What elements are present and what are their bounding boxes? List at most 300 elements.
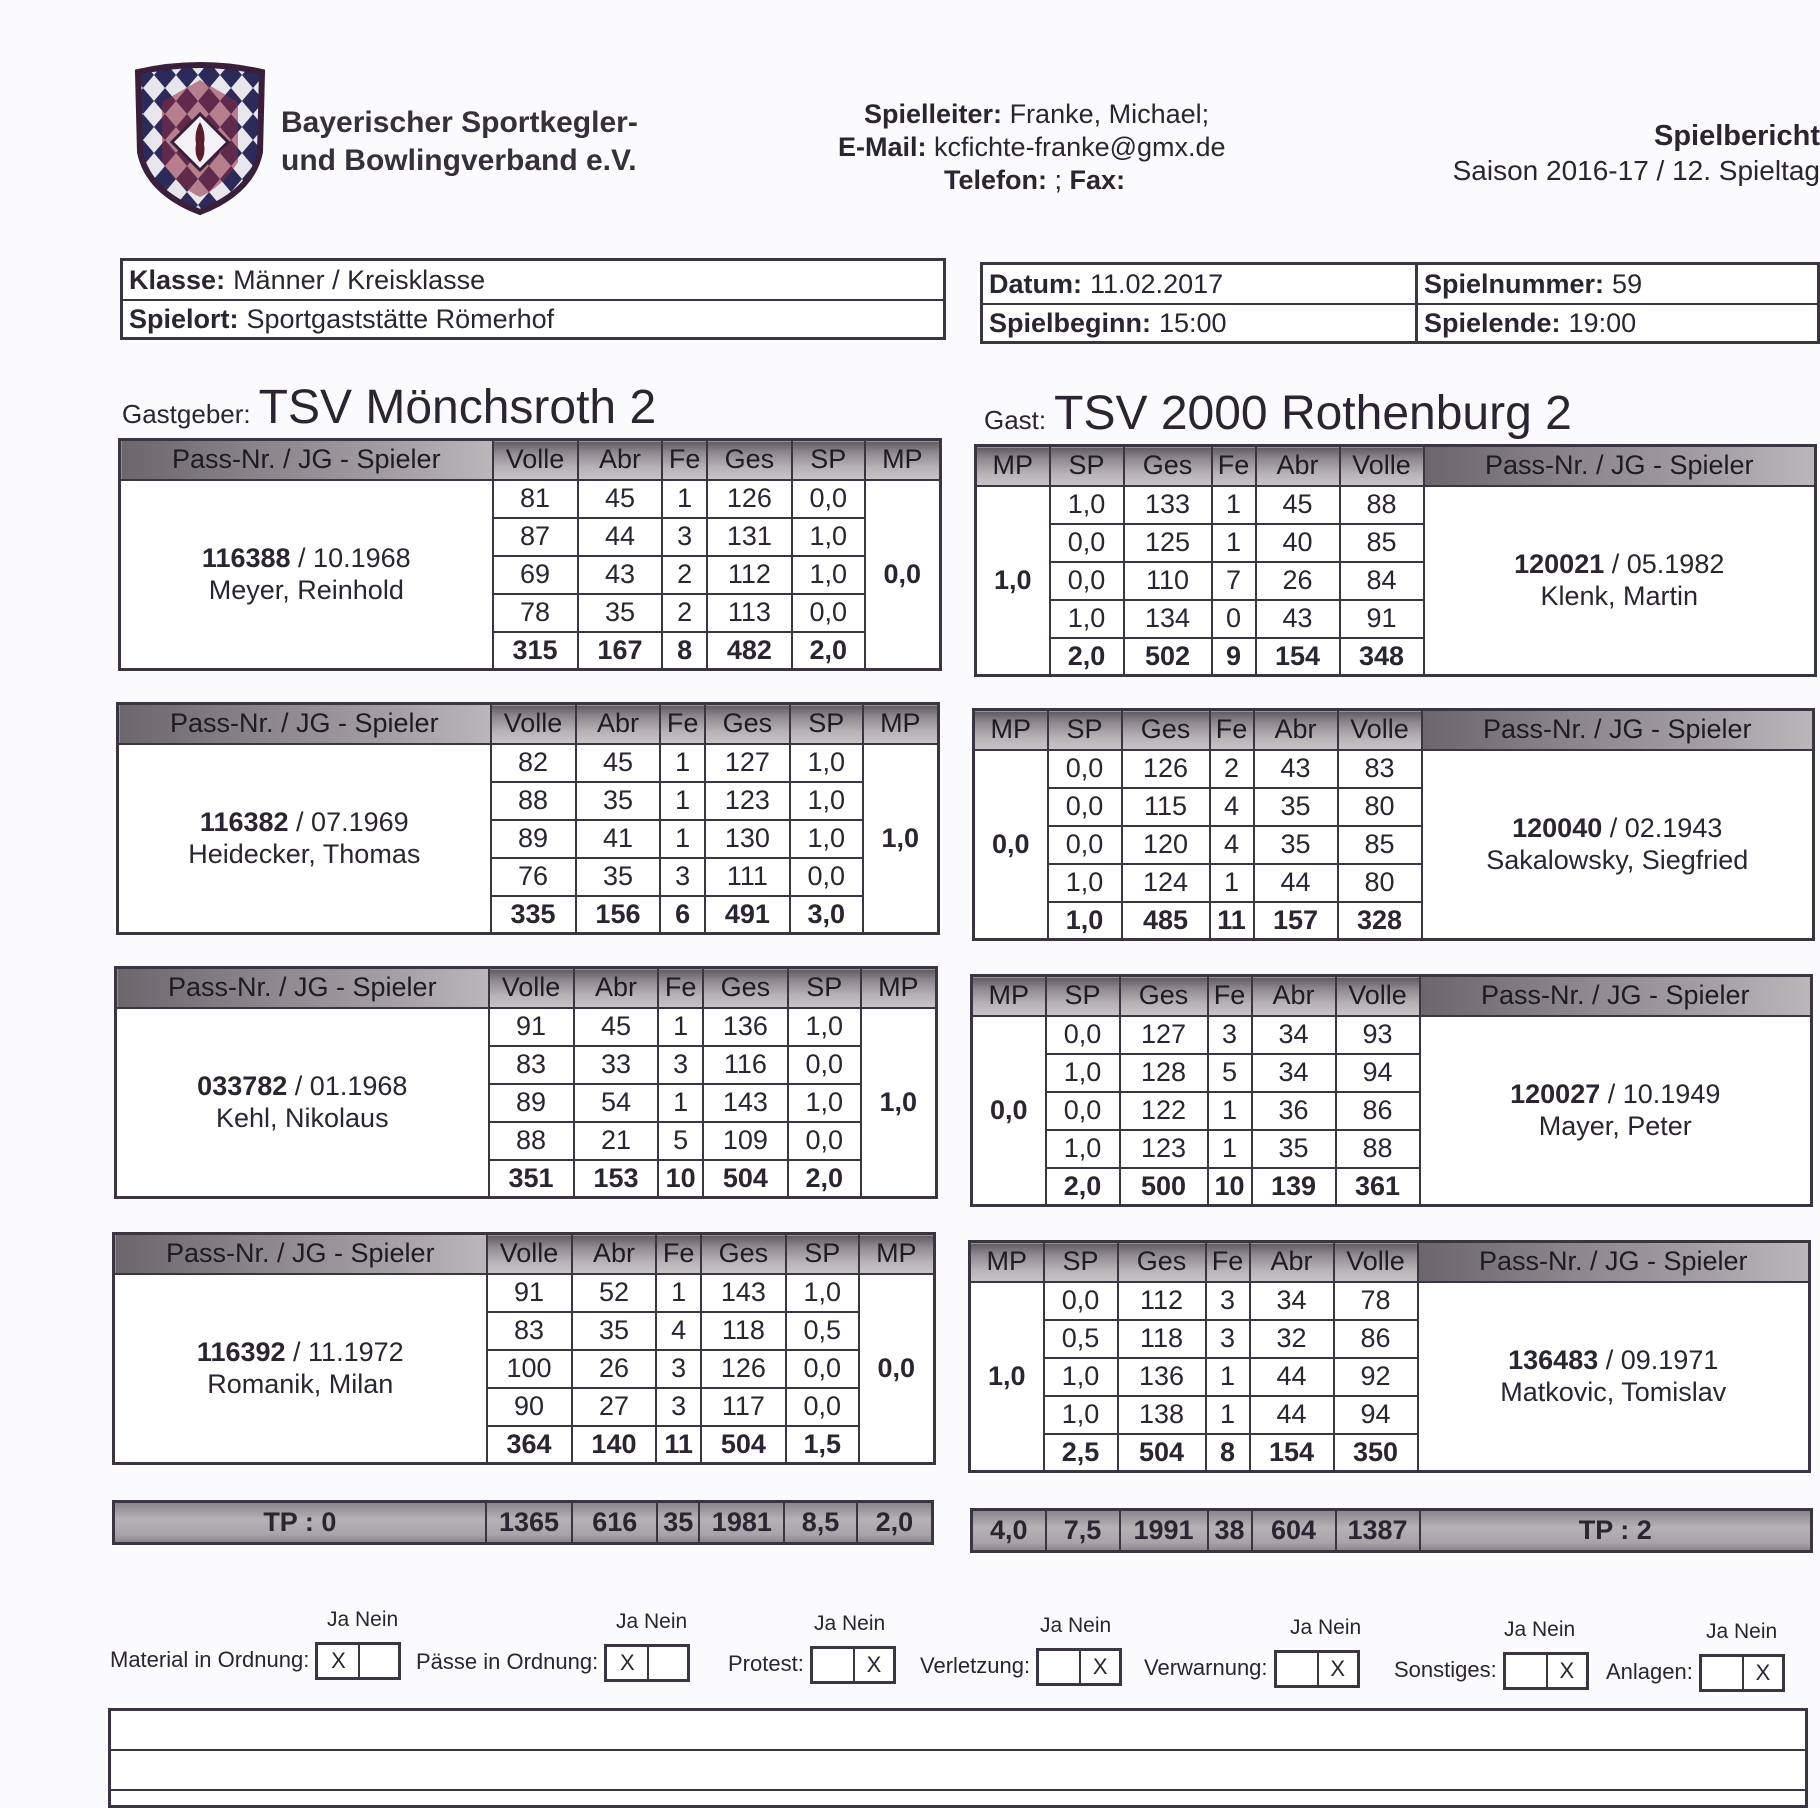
score-cell: 85	[1338, 826, 1422, 864]
header-abr: Abr	[572, 1234, 657, 1274]
block-header-row	[120, 440, 941, 480]
table-row	[116, 1008, 937, 1046]
score-cell: 91	[489, 1008, 574, 1046]
header-mp: MP	[972, 976, 1046, 1016]
score-cell: 0,0	[1044, 1282, 1118, 1320]
check-item	[1606, 1620, 1785, 1692]
score-cell: 34	[1252, 1054, 1336, 1092]
spielende-label: Spielende:	[1424, 307, 1561, 338]
birth-date: / 10.1968	[298, 543, 411, 574]
ja-nein-boxes	[810, 1646, 896, 1684]
ja-checkbox[interactable]: X	[331, 1648, 346, 1673]
spielort-value: Sportgaststätte Römerhof	[246, 303, 555, 334]
mp-cell: 1,0	[861, 1008, 937, 1198]
score-cell: 113	[707, 594, 792, 632]
player-cell	[120, 480, 493, 670]
check-item	[1144, 1616, 1362, 1688]
spielende-row	[1418, 303, 1817, 341]
score-cell: 1	[660, 820, 704, 858]
score-cell: 112	[1118, 1282, 1206, 1320]
nein-checkbox[interactable]: X	[1742, 1657, 1782, 1689]
header-player: Pass-Nr. / JG - Spieler	[1420, 976, 1812, 1016]
score-cell: 0,0	[790, 858, 863, 896]
mp-cell: 0,0	[972, 1016, 1046, 1206]
player-cell	[1420, 1016, 1812, 1206]
sum-cell: 350	[1334, 1434, 1418, 1472]
sum-cell: 154	[1250, 1434, 1334, 1472]
header-volle: Volle	[491, 704, 576, 744]
check-item	[920, 1614, 1122, 1686]
sum-cell: 502	[1124, 638, 1212, 676]
block-header-row	[970, 1242, 1810, 1282]
pass-number: 116392	[196, 1337, 286, 1368]
table-row	[974, 750, 1814, 788]
spielort-row	[123, 299, 943, 337]
score-cell: 86	[1336, 1092, 1420, 1130]
score-cell: 136	[703, 1008, 788, 1046]
score-cell: 0,0	[788, 1046, 861, 1084]
header-ges: Ges	[1118, 1242, 1206, 1282]
sum-cell: 139	[1252, 1168, 1336, 1206]
telefon-value: ;	[1054, 165, 1063, 195]
score-cell: 1	[1212, 524, 1256, 562]
mp-cell: 0,0	[865, 480, 941, 670]
score-cell: 35	[572, 1312, 657, 1350]
header-fe: Fe	[658, 968, 702, 1008]
table-row	[970, 1282, 1810, 1320]
header-player: Pass-Nr. / JG - Spieler	[114, 1234, 487, 1274]
score-cell: 0,0	[786, 1350, 859, 1388]
score-cell: 45	[1256, 486, 1340, 524]
guest-total-fe: 38	[1208, 1510, 1252, 1552]
spielbeginn-row	[983, 303, 1415, 341]
player-cell	[1424, 486, 1816, 676]
ja-checkbox[interactable]	[1506, 1655, 1546, 1687]
header-abr: Abr	[574, 968, 659, 1008]
header-abr: Abr	[1256, 446, 1340, 486]
score-cell: 1	[662, 480, 706, 518]
score-cell: 35	[1254, 788, 1338, 826]
score-cell: 52	[572, 1274, 657, 1312]
guest-player-block	[974, 444, 1817, 677]
klasse-label: Klasse:	[129, 264, 226, 295]
ja-nein-boxes	[604, 1644, 690, 1682]
score-cell: 94	[1334, 1396, 1418, 1434]
score-cell: 3	[656, 1350, 700, 1388]
fax-label: Fax:	[1069, 165, 1126, 195]
sum-cell: 348	[1340, 638, 1424, 676]
sum-cell: 504	[701, 1426, 786, 1464]
score-cell: 90	[487, 1388, 572, 1426]
header-player: Pass-Nr. / JG - Spieler	[120, 440, 493, 480]
mp-cell: 0,0	[859, 1274, 935, 1464]
nein-checkbox[interactable]: X	[853, 1649, 893, 1681]
sum-cell: 2,0	[1050, 638, 1124, 676]
spielleiter-block	[838, 98, 1258, 197]
header-mp: MP	[970, 1242, 1044, 1282]
score-cell: 35	[1254, 826, 1338, 864]
score-cell: 69	[493, 556, 578, 594]
ja-nein-label: Ja Nein	[1290, 1616, 1362, 1639]
score-cell: 7	[1212, 562, 1256, 600]
score-cell: 143	[701, 1274, 786, 1312]
block-header-row	[116, 968, 937, 1008]
nein-checkbox[interactable]	[647, 1647, 687, 1679]
home-team-heading	[122, 380, 656, 435]
score-cell: 83	[489, 1046, 574, 1084]
score-cell: 1,0	[792, 518, 865, 556]
score-cell: 44	[1250, 1358, 1334, 1396]
header-mp: MP	[974, 710, 1048, 750]
score-cell: 35	[576, 858, 661, 896]
sum-cell: 2,5	[1044, 1434, 1118, 1472]
sum-cell: 3,0	[790, 896, 863, 934]
home-total-ges: 1981	[699, 1502, 784, 1544]
home-player-block	[116, 702, 940, 935]
player-name: Romanik, Milan	[207, 1369, 394, 1400]
check-item	[110, 1608, 401, 1680]
sum-cell: 153	[574, 1160, 659, 1198]
header-ges: Ges	[705, 704, 790, 744]
score-cell: 122	[1120, 1092, 1208, 1130]
score-cell: 0,0	[792, 480, 865, 518]
score-cell: 81	[493, 480, 578, 518]
sum-cell: 156	[576, 896, 661, 934]
home-label: Gastgeber:	[122, 399, 251, 429]
header-abr: Abr	[1250, 1242, 1334, 1282]
notes-line	[111, 1749, 1805, 1751]
check-label: Sonstiges:	[1394, 1656, 1497, 1682]
sum-cell: 491	[705, 896, 790, 934]
check-item	[728, 1612, 896, 1684]
nein-checkbox[interactable]: X	[1546, 1655, 1586, 1687]
score-cell: 0,0	[1046, 1016, 1120, 1054]
guest-total-abr: 604	[1252, 1510, 1336, 1552]
score-cell: 1	[660, 744, 704, 782]
player-name: Kehl, Nikolaus	[215, 1103, 389, 1134]
mp-cell: 0,0	[974, 750, 1048, 940]
header-volle: Volle	[493, 440, 578, 480]
score-cell: 85	[1340, 524, 1424, 562]
score-cell: 127	[1120, 1016, 1208, 1054]
spielnummer-label: Spielnummer:	[1424, 268, 1605, 299]
score-cell: 0,0	[1048, 750, 1122, 788]
sum-cell: 2,0	[792, 632, 865, 670]
score-cell: 117	[701, 1388, 786, 1426]
header-player: Pass-Nr. / JG - Spieler	[1424, 446, 1816, 486]
score-cell: 1,0	[1046, 1130, 1120, 1168]
season-info: Saison 2016-17 / 12. Spieltag	[1452, 155, 1820, 186]
score-cell: 3	[662, 518, 706, 556]
score-cell: 83	[1338, 750, 1422, 788]
score-cell: 88	[491, 782, 576, 820]
home-total-sp: 8,5	[784, 1502, 857, 1544]
player-name: Meyer, Reinhold	[208, 575, 404, 606]
header-player: Pass-Nr. / JG - Spieler	[118, 704, 491, 744]
header-fe: Fe	[1212, 446, 1256, 486]
table-row	[972, 1016, 1812, 1054]
score-cell: 123	[1120, 1130, 1208, 1168]
score-cell: 1,0	[1050, 600, 1124, 638]
header-volle: Volle	[1340, 446, 1424, 486]
home-total-mp: 2,0	[857, 1502, 933, 1544]
score-cell: 78	[1334, 1282, 1418, 1320]
score-cell: 1	[1210, 864, 1254, 902]
header-volle: Volle	[487, 1234, 572, 1274]
org-name	[281, 104, 638, 180]
check-label: Anlagen:	[1606, 1658, 1693, 1684]
datum-label: Datum:	[989, 268, 1082, 299]
header-ges: Ges	[1120, 976, 1208, 1016]
pass-number: 116382	[199, 807, 289, 838]
header-abr: Abr	[1254, 710, 1338, 750]
score-cell: 4	[656, 1312, 700, 1350]
report-heading	[1420, 120, 1820, 187]
sum-cell: 315	[493, 632, 578, 670]
pass-number: 120027	[1510, 1079, 1601, 1110]
birth-date: / 05.1982	[1611, 549, 1725, 580]
match-time-box	[980, 262, 1820, 344]
ja-nein-label: Ja Nein	[814, 1612, 886, 1635]
score-cell: 1	[660, 782, 704, 820]
klasse-value: Männer / Kreisklasse	[233, 264, 486, 295]
header-sp: SP	[1046, 976, 1120, 1016]
header-ges: Ges	[703, 968, 788, 1008]
home-totals	[112, 1500, 934, 1545]
birth-date: / 07.1969	[296, 807, 409, 838]
score-cell: 134	[1124, 600, 1212, 638]
guest-total-mp: 4,0	[972, 1510, 1046, 1552]
header-ges: Ges	[1122, 710, 1210, 750]
home-team-name: TSV Mönchsroth 2	[258, 381, 657, 434]
nein-checkbox[interactable]: X	[1079, 1651, 1119, 1683]
player-name: Klenk, Martin	[1540, 581, 1699, 612]
sum-cell: 154	[1256, 638, 1340, 676]
score-cell: 143	[703, 1084, 788, 1122]
sum-cell: 2,0	[788, 1160, 861, 1198]
spielbeginn-value: 15:00	[1159, 307, 1227, 338]
score-cell: 136	[1118, 1358, 1206, 1396]
score-cell: 1	[1212, 486, 1256, 524]
player-name: Heidecker, Thomas	[188, 839, 421, 870]
score-cell: 1	[1208, 1130, 1252, 1168]
score-cell: 2	[1210, 750, 1254, 788]
ja-checkbox[interactable]	[813, 1649, 853, 1681]
score-cell: 1,0	[790, 782, 863, 820]
score-cell: 34	[1252, 1016, 1336, 1054]
score-cell: 94	[1336, 1054, 1420, 1092]
player-cell	[116, 1008, 489, 1198]
ja-checkbox[interactable]: X	[620, 1650, 635, 1675]
birth-date: / 09.1971	[1605, 1345, 1719, 1376]
score-cell: 89	[491, 820, 576, 858]
score-cell: 40	[1256, 524, 1340, 562]
score-cell: 44	[578, 518, 663, 556]
sum-cell: 10	[658, 1160, 702, 1198]
score-cell: 5	[658, 1122, 702, 1160]
player-cell	[1422, 750, 1814, 940]
score-cell: 92	[1334, 1358, 1418, 1396]
score-cell: 0,0	[1048, 826, 1122, 864]
ja-nein-label: Ja Nein	[1504, 1618, 1576, 1641]
report-title: Spielbericht	[1654, 120, 1820, 152]
birth-date: / 11.1972	[293, 1337, 404, 1368]
player-name: Matkovic, Tomislav	[1500, 1377, 1727, 1408]
check-label: Verwarnung:	[1144, 1654, 1268, 1680]
guest-team-name: TSV 2000 Rothenburg 2	[1054, 387, 1572, 440]
ja-checkbox[interactable]	[1702, 1657, 1742, 1689]
sum-cell: 335	[491, 896, 576, 934]
block-header-row	[972, 976, 1812, 1016]
sum-cell: 504	[703, 1160, 788, 1198]
score-cell: 123	[705, 782, 790, 820]
header-player: Pass-Nr. / JG - Spieler	[1422, 710, 1814, 750]
score-cell: 44	[1250, 1396, 1334, 1434]
score-cell: 88	[489, 1122, 574, 1160]
score-cell: 1	[656, 1274, 700, 1312]
score-cell: 88	[1336, 1130, 1420, 1168]
header-fe: Fe	[1206, 1242, 1250, 1282]
score-cell: 111	[705, 858, 790, 896]
score-cell: 2	[662, 556, 706, 594]
sum-cell: 10	[1208, 1168, 1252, 1206]
header-ges: Ges	[701, 1234, 786, 1274]
mp-cell: 1,0	[970, 1282, 1044, 1472]
ja-nein-label: Ja Nein	[1706, 1620, 1778, 1643]
guest-player-block	[970, 974, 1813, 1207]
header-sp: SP	[786, 1234, 859, 1274]
score-cell: 78	[493, 594, 578, 632]
header-player: Pass-Nr. / JG - Spieler	[116, 968, 489, 1008]
home-tp: TP : 0	[114, 1502, 486, 1544]
player-cell	[118, 744, 491, 934]
score-cell: 118	[701, 1312, 786, 1350]
pass-number: 136483	[1508, 1345, 1599, 1376]
notes-line	[111, 1789, 1805, 1791]
org-name-line1: Bayerischer Sportkegler-	[281, 106, 638, 139]
klasse-row	[123, 261, 943, 299]
guest-totals	[970, 1508, 1813, 1553]
header-volle: Volle	[1336, 976, 1420, 1016]
nein-checkbox[interactable]	[358, 1645, 398, 1677]
score-cell: 126	[1122, 750, 1210, 788]
header-mp: MP	[861, 968, 937, 1008]
score-cell: 45	[578, 480, 663, 518]
spielende-value: 19:00	[1568, 307, 1637, 338]
score-cell: 2	[662, 594, 706, 632]
score-cell: 0,0	[792, 594, 865, 632]
score-cell: 1	[658, 1008, 702, 1046]
telefon-label: Telefon:	[944, 165, 1047, 195]
score-cell: 1,0	[1046, 1054, 1120, 1092]
ja-checkbox[interactable]	[1039, 1651, 1079, 1683]
sum-cell: 504	[1118, 1434, 1206, 1472]
score-cell: 3	[656, 1388, 700, 1426]
home-total-volle: 1365	[486, 1502, 573, 1544]
header-fe: Fe	[1208, 976, 1252, 1016]
score-cell: 0,0	[1050, 524, 1124, 562]
mp-cell: 1,0	[863, 744, 939, 934]
sum-cell: 328	[1338, 902, 1422, 940]
score-cell: 89	[489, 1084, 574, 1122]
home-player-block	[118, 438, 942, 671]
notes-box[interactable]	[108, 1708, 1808, 1808]
score-cell: 100	[487, 1350, 572, 1388]
ja-nein-boxes	[1699, 1654, 1785, 1692]
score-cell: 124	[1122, 864, 1210, 902]
mp-cell: 1,0	[976, 486, 1050, 676]
spielort-label: Spielort:	[129, 303, 239, 334]
guest-team-heading	[984, 386, 1572, 441]
score-cell: 41	[576, 820, 661, 858]
table-row	[114, 1274, 935, 1312]
header-sp: SP	[1044, 1242, 1118, 1282]
sum-cell: 364	[487, 1426, 572, 1464]
score-cell: 1	[1208, 1092, 1252, 1130]
score-cell: 45	[574, 1008, 659, 1046]
sum-cell: 1,5	[786, 1426, 859, 1464]
match-class-box	[120, 258, 946, 340]
ja-nein-label: Ja Nein	[1040, 1614, 1112, 1637]
spielbeginn-label: Spielbeginn:	[989, 307, 1151, 338]
header-abr: Abr	[576, 704, 661, 744]
score-cell: 1,0	[1044, 1358, 1118, 1396]
block-header-row	[114, 1234, 935, 1274]
ja-nein-boxes	[1036, 1648, 1122, 1686]
spielleiter-label: Spielleiter:	[864, 99, 1003, 129]
score-cell: 80	[1338, 788, 1422, 826]
score-cell: 1,0	[792, 556, 865, 594]
sum-cell: 1,0	[1048, 902, 1122, 940]
score-cell: 1,0	[1050, 486, 1124, 524]
score-cell: 84	[1340, 562, 1424, 600]
score-cell: 3	[660, 858, 704, 896]
score-cell: 0,0	[1046, 1092, 1120, 1130]
block-header-row	[974, 710, 1814, 750]
sum-cell: 8	[662, 632, 706, 670]
header-mp: MP	[863, 704, 939, 744]
score-cell: 43	[1256, 600, 1340, 638]
block-header-row	[118, 704, 939, 744]
sum-cell: 11	[656, 1426, 700, 1464]
nein-checkbox[interactable]: X	[1317, 1653, 1357, 1685]
score-cell: 36	[1252, 1092, 1336, 1130]
score-cell: 0,5	[786, 1312, 859, 1350]
score-cell: 1,0	[786, 1274, 859, 1312]
header-volle: Volle	[1338, 710, 1422, 750]
ja-nein-label: Ja Nein	[616, 1610, 688, 1633]
pass-number: 033782	[197, 1071, 288, 1102]
score-cell: 3	[1208, 1016, 1252, 1054]
header-fe: Fe	[1210, 710, 1254, 750]
check-label: Pässe in Ordnung:	[416, 1648, 599, 1674]
ja-checkbox[interactable]	[1277, 1653, 1317, 1685]
guest-total-sp: 7,5	[1046, 1510, 1120, 1552]
score-cell: 1,0	[788, 1008, 861, 1046]
score-cell: 54	[574, 1084, 659, 1122]
table-row	[120, 480, 941, 518]
score-cell: 138	[1118, 1396, 1206, 1434]
email-value[interactable]: kcfichte-franke@gmx.de	[934, 132, 1226, 162]
score-cell: 116	[703, 1046, 788, 1084]
header-fe: Fe	[662, 440, 706, 480]
sum-cell: 485	[1122, 902, 1210, 940]
pass-number: 116388	[201, 543, 291, 574]
header-sp: SP	[790, 704, 863, 744]
score-cell: 27	[572, 1388, 657, 1426]
guest-player-block	[968, 1240, 1811, 1473]
score-cell: 82	[491, 744, 576, 782]
